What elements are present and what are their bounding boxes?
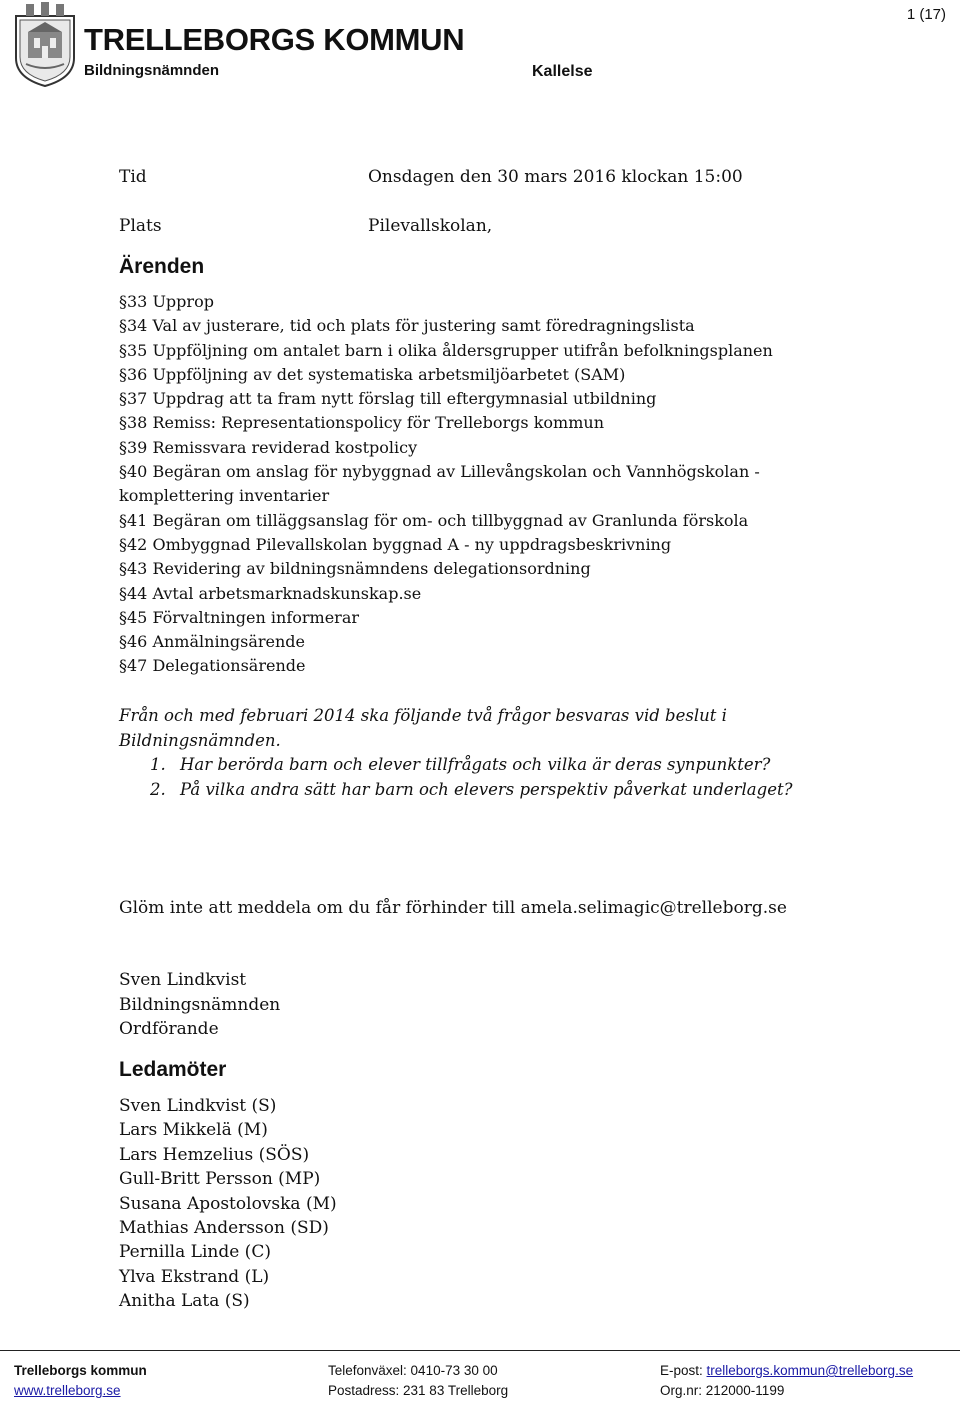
time-value: Onsdagen den 30 mars 2016 klockan 15:00 bbox=[368, 167, 743, 187]
organization-name: TRELLEBORGS KOMMUN bbox=[84, 22, 465, 57]
question-item bbox=[150, 753, 839, 778]
agenda-item: §45 Förvaltningen informerar bbox=[119, 607, 360, 627]
agenda-item: §47 Delegationsärende bbox=[119, 656, 306, 676]
place-value: Pilevallskolan, bbox=[368, 216, 493, 236]
signature-block bbox=[119, 968, 280, 1042]
agenda-item: §38 Remiss: Representationspolicy för Trelleborgs kommun bbox=[119, 413, 604, 433]
document-type: Kallelse bbox=[532, 63, 593, 80]
signer-body: Bildningsnämnden bbox=[119, 994, 281, 1015]
member-item: Mathias Andersson (SD) bbox=[119, 1218, 329, 1239]
question-item bbox=[150, 778, 839, 803]
member-item: Ylva Ekstrand (L) bbox=[119, 1266, 270, 1287]
coat-of-arms-icon bbox=[12, 2, 78, 88]
member-item: Anitha Lata (S) bbox=[119, 1291, 250, 1312]
absence-reminder: Glöm inte att meddela om du får förhinder till amela.selimagic@trelleborg.se bbox=[119, 898, 787, 918]
footer-website-wrap bbox=[14, 1383, 121, 1398]
department-name: Bildningsnämnden bbox=[84, 62, 219, 79]
member-item: Gull-Britt Persson (MP) bbox=[119, 1169, 321, 1190]
footer-email-label: E-post: bbox=[660, 1363, 707, 1378]
member-item: Lars Hemzelius (SÖS) bbox=[119, 1144, 310, 1165]
footer-email bbox=[660, 1363, 913, 1378]
agenda-item: §37 Uppdrag att ta fram nytt förslag till eftergymnasial utbildning bbox=[119, 389, 657, 409]
question-list bbox=[119, 753, 839, 802]
question-number: 1. bbox=[150, 755, 166, 774]
agenda-item: §43 Revidering av bildningsnämndens delegationsordning bbox=[119, 559, 591, 579]
decision-questions-note bbox=[119, 704, 839, 802]
member-item: Susana Apostolovska (M) bbox=[119, 1193, 337, 1214]
signer-role: Ordförande bbox=[119, 1019, 219, 1039]
member-item: Sven Lindkvist (S) bbox=[119, 1096, 277, 1116]
members-heading: Ledamöter bbox=[119, 1058, 227, 1081]
note-intro: Från och med februari 2014 ska följande två frågor besvaras vid beslut i Bildningsnämnden. bbox=[119, 706, 727, 750]
question-text: Har berörda barn och elever tillfrågats och vilka är deras synpunkter? bbox=[180, 755, 771, 774]
agenda-item: §36 Uppföljning av det systematiska arbetsmiljöarbetet (SAM) bbox=[119, 364, 626, 384]
agenda-item: §34 Val av justerare, tid och plats för justering samt föredragningslista bbox=[119, 316, 695, 336]
page-number: 1 (17) bbox=[906, 6, 946, 23]
footer-divider bbox=[0, 1350, 960, 1351]
footer-postal: Postadress: 231 83 Trelleborg bbox=[328, 1383, 509, 1398]
agenda-list bbox=[119, 290, 819, 679]
agenda-heading: Ärenden bbox=[119, 255, 205, 278]
footer-website-link[interactable]: www.trelleborg.se bbox=[14, 1383, 121, 1398]
agenda-item: §40 Begäran om anslag för nybyggnad av Lillevångskolan och Vannhögskolan - komplettering inventarier bbox=[119, 462, 760, 506]
time-label: Tid bbox=[119, 167, 147, 187]
signer-name: Sven Lindkvist bbox=[119, 970, 247, 990]
agenda-item: §46 Anmälningsärende bbox=[119, 632, 305, 652]
question-text: På vilka andra sätt har barn och elevers perspektiv påverkat underlaget? bbox=[180, 779, 793, 799]
agenda-item: §35 Uppföljning om antalet barn i olika åldersgrupper utifrån befolkningsplanen bbox=[119, 340, 773, 360]
footer-email-link[interactable]: trelleborgs.kommun@trelleborg.se bbox=[706, 1363, 914, 1378]
footer-phone: Telefonväxel: 0410-73 30 00 bbox=[328, 1363, 498, 1378]
place-label: Plats bbox=[119, 216, 162, 236]
agenda-item: §42 Ombyggnad Pilevallskolan byggnad A - ny uppdragsbeskrivning bbox=[119, 534, 672, 554]
agenda-item: §33 Upprop bbox=[119, 292, 214, 311]
footer-org: Trelleborgs kommun bbox=[14, 1363, 147, 1378]
member-item: Pernilla Linde (C) bbox=[119, 1242, 271, 1263]
question-number: 2. bbox=[150, 779, 166, 799]
agenda-item: §41 Begäran om tilläggsanslag för om- och tillbyggnad av Granlunda förskola bbox=[119, 510, 749, 530]
agenda-item: §44 Avtal arbetsmarknadskunskap.se bbox=[119, 583, 422, 603]
footer-orgnr: Org.nr: 212000-1199 bbox=[660, 1383, 785, 1398]
agenda-item: §39 Remissvara reviderad kostpolicy bbox=[119, 437, 418, 457]
member-item: Lars Mikkelä (M) bbox=[119, 1120, 268, 1141]
members-list bbox=[119, 1094, 337, 1314]
